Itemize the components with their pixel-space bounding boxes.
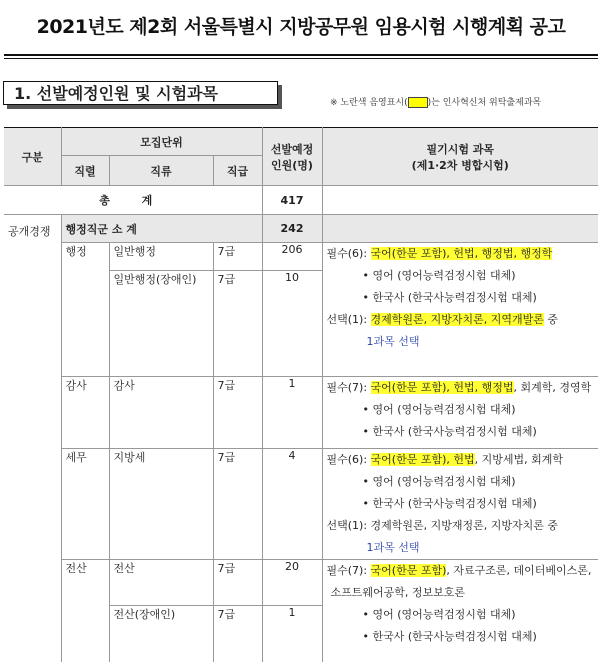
subject-line2: 소프트웨어공학, 정보보호론 [330, 586, 466, 599]
subject-highlight: 국어(한문 포함), 헌법, 행정법, 행정학 [370, 247, 553, 260]
row-jikgeup: 7급 [213, 377, 262, 449]
subject-english: • 영어 (영어능력검정시험 대체) [362, 608, 516, 621]
row-jikryeol: 세무 [61, 449, 109, 560]
subject-rest: , 자료구조론, 데이터베이스론, [446, 564, 592, 577]
subject-line [327, 449, 595, 471]
header-exam-line1: 필기시험 과목 [426, 142, 495, 156]
audit-subjects [322, 377, 598, 449]
row-jikryeol: 감사 [61, 377, 109, 449]
row-count: 1 [262, 377, 322, 449]
total-count: 417 [262, 186, 322, 215]
row-jikryu: 일반행정 [109, 243, 213, 271]
header-count-line2: 인원(명) [271, 158, 313, 172]
row-count: 206 [262, 243, 322, 271]
row-jikryu: 전산(장애인) [109, 606, 213, 662]
elective-prefix: 선택(1): [326, 313, 371, 326]
row-count: 10 [262, 271, 322, 377]
subject-english: • 영어 (영어능력검정시험 대체) [362, 475, 516, 488]
title-rule-thin [4, 58, 598, 59]
header-count [262, 128, 322, 186]
header-jikryeol: 직렬 [61, 156, 109, 186]
elective-line: 선택(1): 경제학원론, 지방재정론, 지방자치론 중 [326, 519, 559, 532]
section-heading: 1. 선발예정인원 및 시험과목 [3, 81, 278, 105]
header-unit: 모집단위 [61, 128, 262, 156]
subtotal-blank [322, 215, 598, 243]
subtotal-label: 행정직군 소 계 [61, 215, 262, 243]
header-jikryu: 직류 [109, 156, 213, 186]
elective-note: 1과목 선택 [366, 335, 420, 348]
highlight-note [330, 95, 541, 108]
subject-history: • 한국사 (한국사능력검정시험 대체) [362, 425, 537, 438]
subject-line [327, 560, 595, 582]
row-jikryeol: 행정 [61, 243, 109, 377]
row-jikgeup: 7급 [213, 606, 262, 662]
row-jikgeup: 7급 [213, 449, 262, 560]
note-suffix: )는 인사혁신처 위탁출제과목 [427, 98, 542, 108]
admin-subjects [322, 243, 598, 377]
subject-highlight: 국어(한문 포함), 헌법 [370, 453, 475, 466]
header-exam-line2: (제1·2차 병합시험) [411, 158, 509, 172]
row-jikryeol: 전산 [61, 560, 109, 662]
subject-prefix: 필수(6): [326, 247, 371, 260]
subject-history: • 한국사 (한국사능력검정시험 대체) [362, 497, 537, 510]
subject-highlight: 국어(한문 포함) [370, 564, 447, 577]
subject-line [327, 377, 595, 399]
subject-english: • 영어 (영어능력검정시험 대체) [362, 269, 516, 282]
header-gubun: 구분 [4, 128, 61, 186]
subtotal-count: 242 [262, 215, 322, 243]
subject-rest: , 회계학, 경영학 [513, 381, 592, 394]
row-jikgeup: 7급 [213, 243, 262, 271]
yellow-swatch-icon [408, 97, 428, 108]
row-jikryu: 지방세 [109, 449, 213, 560]
elective-highlight: 경제학원론, 지방자치론, 지역개발론 [370, 313, 544, 326]
header-exam [322, 128, 598, 186]
header-jikgeup: 직급 [213, 156, 262, 186]
subject-prefix: 필수(6): [326, 453, 371, 466]
subject-prefix: 필수(7): [326, 381, 371, 394]
recruitment-table [4, 127, 598, 662]
row-jikgeup: 7급 [213, 560, 262, 606]
tax-subjects [322, 449, 598, 560]
subject-history: • 한국사 (한국사능력검정시험 대체) [362, 291, 537, 304]
it-subjects [322, 560, 598, 662]
header-count-line1: 선발예정 [270, 142, 314, 156]
subject-line [327, 243, 595, 265]
row-count: 4 [262, 449, 322, 560]
row-jikryu: 전산 [109, 560, 213, 606]
subject-rest: , 지방세법, 회계학 [474, 453, 564, 466]
row-count: 1 [262, 606, 322, 662]
subject-prefix: 필수(7): [326, 564, 371, 577]
page-title: 2021년도 제2회 서울특별시 지방공무원 임용시험 시행계획 공고 [36, 16, 566, 38]
subject-english: • 영어 (영어능력검정시험 대체) [362, 403, 516, 416]
elective-suffix: 중 [543, 313, 559, 326]
note-prefix: ※ 노란색 음영표시( [330, 98, 408, 108]
row-jikgeup: 7급 [213, 271, 262, 377]
row-count: 20 [262, 560, 322, 606]
row-jikryu: 감사 [109, 377, 213, 449]
title-rule [4, 54, 598, 56]
gongchae-label: 공개경쟁 [4, 215, 61, 662]
row-jikryu: 일반행정(장애인) [109, 271, 213, 377]
subject-line [327, 309, 595, 331]
total-blank [322, 186, 598, 215]
elective-note: 1과목 선택 [366, 541, 420, 554]
total-label: 총 계 [4, 186, 262, 215]
subject-highlight: 국어(한문 포함), 헌법, 행정법 [370, 381, 514, 394]
subject-history: • 한국사 (한국사능력검정시험 대체) [362, 630, 537, 643]
